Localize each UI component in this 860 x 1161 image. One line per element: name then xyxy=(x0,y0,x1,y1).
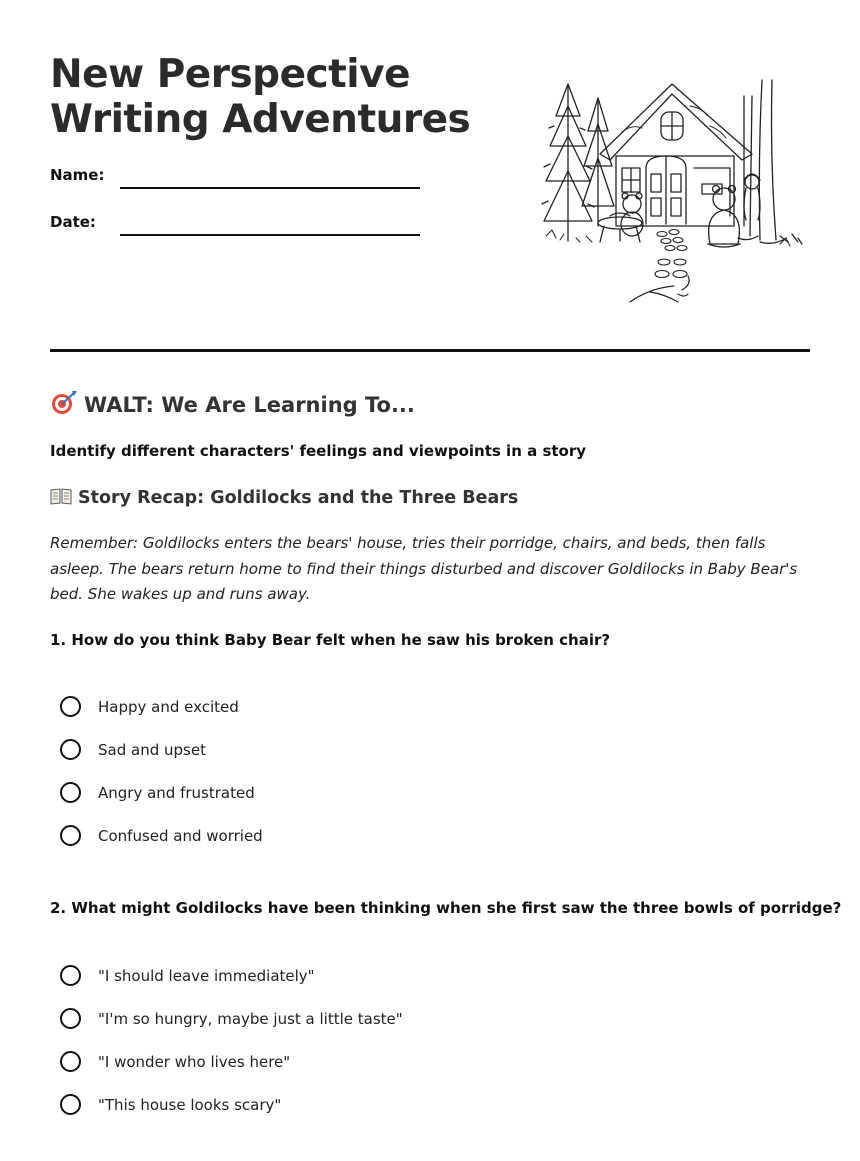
option-label: "I should leave immediately" xyxy=(98,966,315,985)
walt-heading xyxy=(50,390,415,417)
walt-objective: Identify different characters' feelings and viewpoints in a story xyxy=(50,442,587,460)
small-bear xyxy=(621,193,643,236)
option-label: "I'm so hungry, maybe just a little taste" xyxy=(98,1009,403,1028)
pine-tree-left xyxy=(542,84,594,241)
radio-button[interactable] xyxy=(60,1051,81,1072)
recap-paragraph: Remember: Goldilocks enters the bears' house, tries their porridge, chairs, and beds, then falls asleep. The bears return home to find their things disturbed and discover Goldilocks in Baby Bear's bed. She wakes up and runs away. xyxy=(50,534,798,603)
q1-option-4[interactable] xyxy=(60,825,263,846)
tree-trunks-right xyxy=(738,80,802,244)
radio-button[interactable] xyxy=(60,965,81,986)
recap-heading xyxy=(50,487,518,508)
radio-button[interactable] xyxy=(60,782,81,803)
option-label: Angry and frustrated xyxy=(98,783,255,802)
q2-option-4[interactable] xyxy=(60,1094,281,1115)
option-label: "This house looks scary" xyxy=(98,1095,282,1114)
q1-option-3[interactable] xyxy=(60,782,255,803)
name-label: Name: xyxy=(50,166,105,184)
date-field[interactable] xyxy=(120,234,420,236)
porridge-table xyxy=(598,213,642,242)
pine-tree-second xyxy=(582,98,614,226)
option-label: "I wonder who lives here" xyxy=(98,1052,291,1071)
radio-button[interactable] xyxy=(60,739,81,760)
radio-button[interactable] xyxy=(60,1008,81,1029)
q2-option-3[interactable] xyxy=(60,1051,290,1072)
question-1: 1. How do you think Baby Bear felt when he saw his broken chair? xyxy=(50,631,611,649)
q2-option-2[interactable] xyxy=(60,1008,403,1029)
dirt-path xyxy=(630,276,689,302)
title-line-1: New Perspective xyxy=(50,52,411,97)
title-line-2: Writing Adventures xyxy=(50,97,471,142)
walt-heading-text: WALT: We Are Learning To... xyxy=(84,393,415,417)
name-field[interactable] xyxy=(120,187,420,189)
q1-option-1[interactable] xyxy=(60,696,239,717)
header-divider xyxy=(50,349,810,352)
radio-button[interactable] xyxy=(60,825,81,846)
question-2: 2. What might Goldilocks have been thinking when she first saw the three bowls of porridge? xyxy=(50,899,842,917)
goldilocks xyxy=(744,174,760,220)
house-roof xyxy=(600,84,752,160)
option-label: Confused and worried xyxy=(98,826,263,845)
option-label: Happy and excited xyxy=(98,697,239,716)
radio-button[interactable] xyxy=(60,696,81,717)
worksheet-title xyxy=(50,52,470,142)
cottage-illustration xyxy=(540,76,805,311)
target-icon xyxy=(50,390,78,416)
recap-heading-text: Story Recap: Goldilocks and the Three Bears xyxy=(78,488,519,508)
q1-option-2[interactable] xyxy=(60,739,206,760)
q2-option-1[interactable] xyxy=(60,965,315,986)
radio-button[interactable] xyxy=(60,1094,81,1115)
date-label: Date: xyxy=(50,213,96,231)
book-icon xyxy=(50,487,72,505)
stepping-stones xyxy=(655,230,687,278)
big-bear xyxy=(708,186,740,248)
option-label: Sad and upset xyxy=(98,740,206,759)
